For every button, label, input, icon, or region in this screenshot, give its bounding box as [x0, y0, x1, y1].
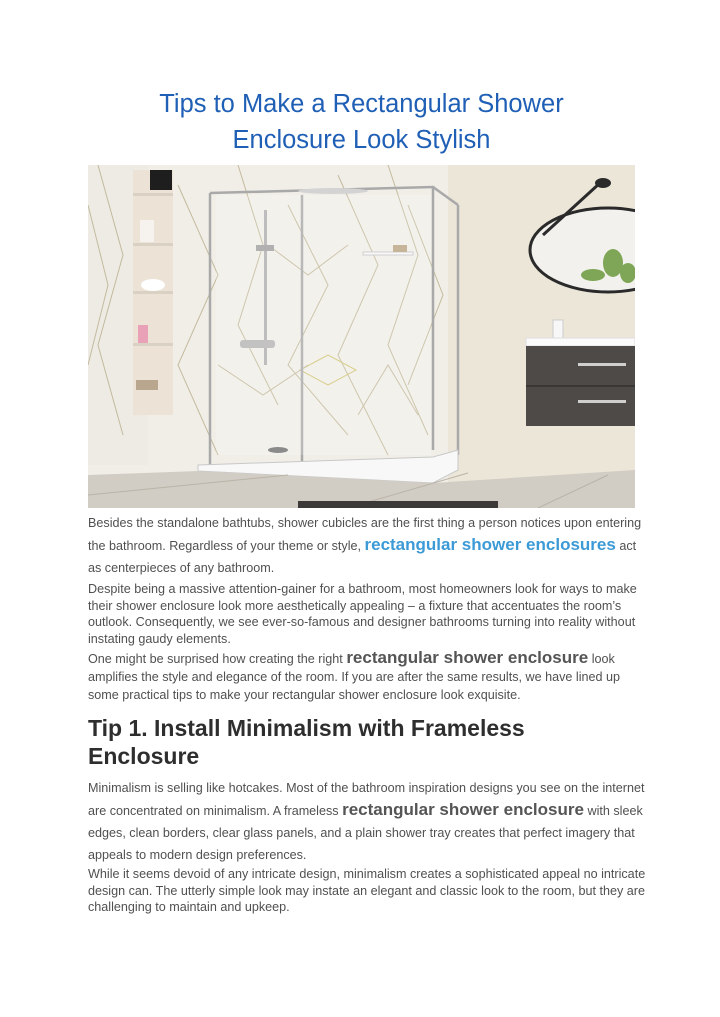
title-line-2: Enclosure Look Stylish	[232, 126, 491, 154]
shower-enclosure-illustration	[88, 165, 635, 508]
title-line-1: Tips to Make a Rectangular Shower	[159, 90, 564, 118]
rectangular-shower-enclosures-link[interactable]: rectangular shower enclosures	[364, 535, 616, 554]
intro-section	[88, 512, 648, 704]
intro-paragraph-2: Despite being a massive attention-gainer for a bathroom, most homeowners look for ways to make their shower enclosure look more aesthetically appealing – a fixture that accentuates the room’s outlook. Consequently, we see ever-so-famous and designer bathrooms turning into reality without instating gaudy elements.	[88, 582, 637, 646]
keyword-rectangular-shower-enclosure-2: rectangular shower enclosure	[342, 800, 584, 819]
tip-1-heading: Tip 1. Install Minimalism with Frameless Enclosure	[88, 715, 525, 769]
tip-1-paragraph-1: Minimalism is selling like hotcakes. Most of the bathroom inspiration designs you see on the internet are concentrated on minimalism. A frameless rectangular shower enclosure with sleek edges, clean borders, clear glass panels, and a plain shower tray creates that perfect imagery that appeals to modern design preferences.	[88, 781, 645, 862]
tip-1-section	[88, 777, 648, 916]
hero-image	[88, 165, 635, 508]
intro-paragraph-1: Besides the standalone bathtubs, shower cubicles are the first thing a person notices upon entering the bathroom. Regardless of your theme or style, rectangular shower enclosures act as centerpieces of any bathroom.	[88, 516, 642, 575]
tip-1-paragraph-2: While it seems devoid of any intricate design, minimalism creates a sophisticated appeal no intricate design can. The utterly simple look may instate an elegant and classic look to the room, but they are challenging to maintain and upkeep.	[88, 867, 646, 914]
intro-paragraph-3: One might be surprised how creating the right rectangular shower enclosure look amplifies the style and elegance of the room. If you are after the same results, we have lined up some practical tips to make your rectangular shower enclosure look exquisite.	[88, 648, 621, 702]
page-title	[88, 86, 635, 158]
keyword-rectangular-shower-enclosure: rectangular shower enclosure	[346, 648, 589, 667]
